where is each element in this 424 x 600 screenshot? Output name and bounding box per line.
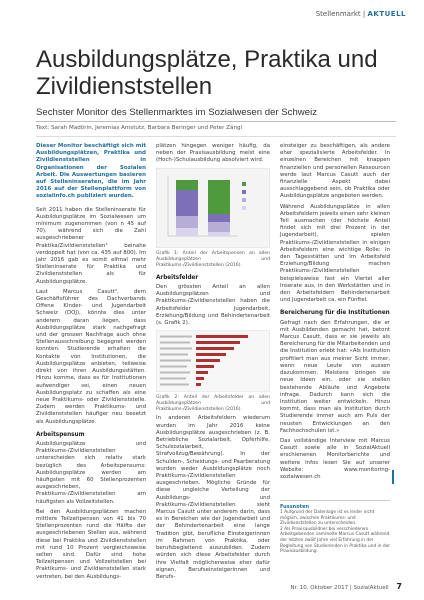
chart-2-category xyxy=(160,378,186,380)
chart-1-segment xyxy=(176,180,198,190)
chart-2-category xyxy=(160,348,192,350)
footnotes-title: Fussnoten xyxy=(280,504,310,510)
lead-paragraph: Dieser Monitor beschäftigt sich mit Ausbildungsplätzen, Praktika und Zivildienststellen in Organisationen der Sozialen Arbeit. Die Auswertungen basieren auf Stelleninseraten, die im Jahr 2016 auf der Stellenplattform von sozialinfo.ch publiziert wurden. xyxy=(36,143,146,200)
figure-2 xyxy=(156,330,270,413)
chart-1-segment xyxy=(208,222,230,232)
footnote: 2 Als Praxisausbildner bei verschiedenen Arbeitgebenden sammelte Marcus Casutt während der letzten zwölf Jahre viel Erfahrung in der Begleitung von Studierenden in Praktika und in der Praxisausbildung. xyxy=(280,526,390,555)
column-3 xyxy=(280,143,390,484)
chart-1-legend-swatch xyxy=(242,190,246,194)
section-heading: Arbeitsfelder xyxy=(156,274,199,281)
chart-2-bar xyxy=(196,359,220,362)
section-heading: Bereicherung für die Institutionen xyxy=(280,310,390,317)
chart-1-segment xyxy=(176,190,198,216)
header-separator: | xyxy=(362,10,366,18)
chart-2-bar xyxy=(196,353,226,356)
chart-2-category xyxy=(160,336,192,338)
section-heading: Arbeitspensum xyxy=(36,431,85,438)
chart-2-bar xyxy=(196,371,208,374)
column-2 xyxy=(156,143,270,584)
chart-2-bar xyxy=(196,347,234,350)
footnote: 1 Aufgrund der Datenlage ist es leider nicht möglich, zwischen Praktikums- und Zivildienststellen zu unterscheiden. xyxy=(280,510,375,527)
chart-2-category xyxy=(160,354,188,356)
paragraph: einsteiger zu beschäftigen, als andere eher spezialisierte Arbeitsfelder. In einzelnen Bereichen mit knappen finanziellen und personellen Ressourcen werde laut Marcus Casutt auch der finanzielle Aspekt dabei ausschlaggebend sein, ob Praktika oder Ausbildungsplätze angeboten werden. xyxy=(280,143,390,200)
chart-1-bar-praktikum xyxy=(208,180,230,236)
footer-issue: Nr. 10, Oktober 2017 | SozialAktuell xyxy=(290,585,389,591)
paragraph: Laut Marcus Casutt², dem Geschäftsführer des Dachverbands Offene Kinder- und Jugendarbeit Schweiz (DOJ), könnte dies unter anderem daran liegen, dass Ausbildungsplätze stark nachgefragt und der grossen Nachfrage auch ohne Stellenausschreibung begegnet werden konnten. Studierende erhalten die Kontakte von Institutionen, die Ausbildungsplätze anbieten, teilweise direkt von ihren Ausbildungsstätten. Hinzu komme, dass es für Institutionen aufwendiger sei, einen neuen Ausbildungsplatz zu schaffen als eine neue Praktikums- oder Zivildienststelle. Zudem werden Praktikums- und Zivildienststellen häufiger neu besetzt als Ausbildungsplätze. xyxy=(36,288,146,425)
chart-1-segment xyxy=(176,228,198,236)
header-section: Stellenmarkt xyxy=(315,10,361,18)
header-label: AKTUELL xyxy=(367,10,406,18)
chart-2-category xyxy=(160,366,187,368)
paragraph: Den grössten Anteil an allen Ausbildungsplätzen und Praktikums-/Zivildienststellen haben die Arbeitsfelder Jugendarbeit, Erziehung/Bildung und Behindertenarbeit (s. Grafik 2). xyxy=(156,284,270,327)
chart-1-legend-swatch xyxy=(242,182,246,186)
chart-1-bar-ausbildung xyxy=(176,180,198,236)
paragraph: Seit 2011 haben die Stelleninserate für Ausbildungsplätze im Sozialwesen um minimum zugenommen (von n 45 auf 70), während sich die Zahl ausgeschriebener Praktika/Zivildienststellen¹ beinahe verdoppelt hat (von ca. 435 auf 800). Im Jahr 2016 gab es somit elfmal mehr Stelleninserate für Praktika und Zivildienststellen als für Ausbildungsplätze. xyxy=(36,206,146,285)
article-authors: Text: Sarah Madörin, Jeremias Amstutz, Barbara Beringer und Peter Zängl xyxy=(36,125,243,131)
page-footer xyxy=(290,582,402,591)
paragraph: plätzen hingegen weniger häufig, da neben der Praxisausbildung meist eine (Hoch-)Schulausbildung absolviert wird. xyxy=(156,143,270,164)
paragraph: Ausbildungsplätze und Praktikums-/Zivildienststellen unterscheiden sich relativ stark bezüglich des Arbeitspensums: Ausbildungsplätze werden am häufigsten mit 60 Stellenprozenten ausgeschrieben, Praktikums-/Zivildienststellen am häufigsten als Vollzeitstellen. xyxy=(36,440,146,505)
chart-2-bar xyxy=(196,335,248,338)
article-subtitle: Sechster Monitor des Stellenmarktes im Sozialwesen der Schweiz xyxy=(36,107,318,118)
chart-1-segment xyxy=(208,214,230,222)
chart-1-legend-swatch xyxy=(242,206,246,210)
paragraph: Während Ausbildungsplätze in allen Arbeitsfeldern jeweils einen sehr kleinen Teil ausmachen (der höchste Anteil findet sich mit drei Prozent in der Jugendarbeit), spielen Praktikums-/Zivildienststellen in einigen Arbeitsfeldern eine wichtige Rolle: In den Tagesstätten und im Arbeitsfeld Erziehung/Bildung machen Praktikums-/Zivildienststellen beispielsweise fast ein Viertel aller Inserate aus, in den Werkstätten und in den Arbeitsfeldern Behindertenarbeit und Jugendarbeit ca. ein Fünftel. xyxy=(280,203,390,304)
chart-1-graphic xyxy=(156,168,270,248)
chart-2-category xyxy=(160,360,191,362)
chart-1-segment xyxy=(208,180,230,214)
paragraph: Bei den Ausbildungsplätzen machen mittlere Teilzeitpensen von 41 bis 70 Stellenprozenten rund die Hälfte der ausgeschriebenen Stellen aus, während diese bei Praktika und Zivildienststellen mit rund 10 Prozent vergleichsweise selten sind. Dafür sind hohe Teilzeitpensen und Vollzeitstellen bei Praktikums- und Zivildienststellen stark vertreten, bei den Ausbildungs- xyxy=(36,508,146,580)
paragraph: Gefragt nach den Erfahrungen, die er mit Ausbildenden gemacht hat, betont Marcus Casutt, dass er sie jeweils als Bereicherung für die Mitarbeitenden und die Institution erlebt hat: «Als Institution profitiert man aus meiner Sicht immer, wenn neue Leute von aussen dazukommen. Meistens bringen sie neue Ideen ein, oder sie stellen bestehende Abläufe und Angebote infrage. Dadurch kann sich die Institution weiter entwickeln. Hinzu kommt, dass man als Institution durch Studierende immer auch am Puls der neusten Entwicklungen an den Fachhochschulen ist.» xyxy=(280,319,390,434)
figure-1 xyxy=(156,168,270,269)
paragraph: Das vollständige Interview mit Marcus Casutt sowie alle in SozialAktuell erschienenen Monitorberichte und weitere Infos lesen Sie auf unserer Website: www.monitoring-sozialwesen.ch xyxy=(280,437,390,480)
chart-2-graphic xyxy=(156,330,270,392)
figure-1-caption: Grafik 1: Anteil der Arbeitspensen an allen Ausbildungsplätzen und Praktikums-/Zivildienststellen (2016) xyxy=(156,250,270,268)
chart-1-legend-swatch xyxy=(242,198,246,202)
chart-2-category xyxy=(160,372,190,374)
chart-2-bar xyxy=(196,365,214,368)
page-number: 7 xyxy=(396,582,402,591)
chart-2-bar xyxy=(196,341,240,344)
chart-2-category xyxy=(160,342,190,344)
chart-1-segment xyxy=(208,232,230,236)
footnotes-divider xyxy=(280,500,390,501)
article-title: Ausbildungsplätze, Praktika und Zivildienststellen xyxy=(36,46,378,100)
running-header xyxy=(316,10,406,18)
figure-2-caption: Grafik 2: Anteil der Arbeitsfelder an allen Ausbildungsplätzen und Praktikums-/Zivildienststellen (2016) xyxy=(156,395,270,413)
footnotes xyxy=(280,500,390,555)
end-mark xyxy=(392,470,394,484)
chart-2-bar xyxy=(196,383,201,386)
title-divider xyxy=(36,121,396,122)
chart-2-bar xyxy=(196,377,204,380)
chart-1-segment xyxy=(176,216,198,228)
paragraph: In anderen Arbeitsfeldern wiederum wurden im Jahr 2016 keine Ausbildungsplätze ausgeschrieben (z. B. Betriebliche Sozialarbeit, Opferhilfe, Schulsozialarbeit, Strafvollzug/Bewährung). In der Schulden-, Scheidungs- und Paarberatung wurden weder Ausbildungsplätze noch Praktikums-/Zivildienststellen ausgeschrieben. Mögliche Gründe für diese ungleiche Verteilung der Ausbildungs- und Praktikums-/Zivildienststellen sieht Marcus Casutt unter anderem darin, dass es in Bereichen wie der Jugendarbeit und der Behindertenarbeit eine lange Tradition gibt, berufliche Einsteigerinnen im Rahmen von Praktika, oder berufsbegleitend auszubilden. Zudem würden sich diese Arbeitsfelder durch ihre Vielfalt möglicherweise eher dafür eignen, Berufseinsteigerinnen und Berufs- xyxy=(156,415,270,580)
authors-divider xyxy=(36,136,396,137)
column-1 xyxy=(36,143,146,584)
chart-2-category xyxy=(160,384,189,386)
